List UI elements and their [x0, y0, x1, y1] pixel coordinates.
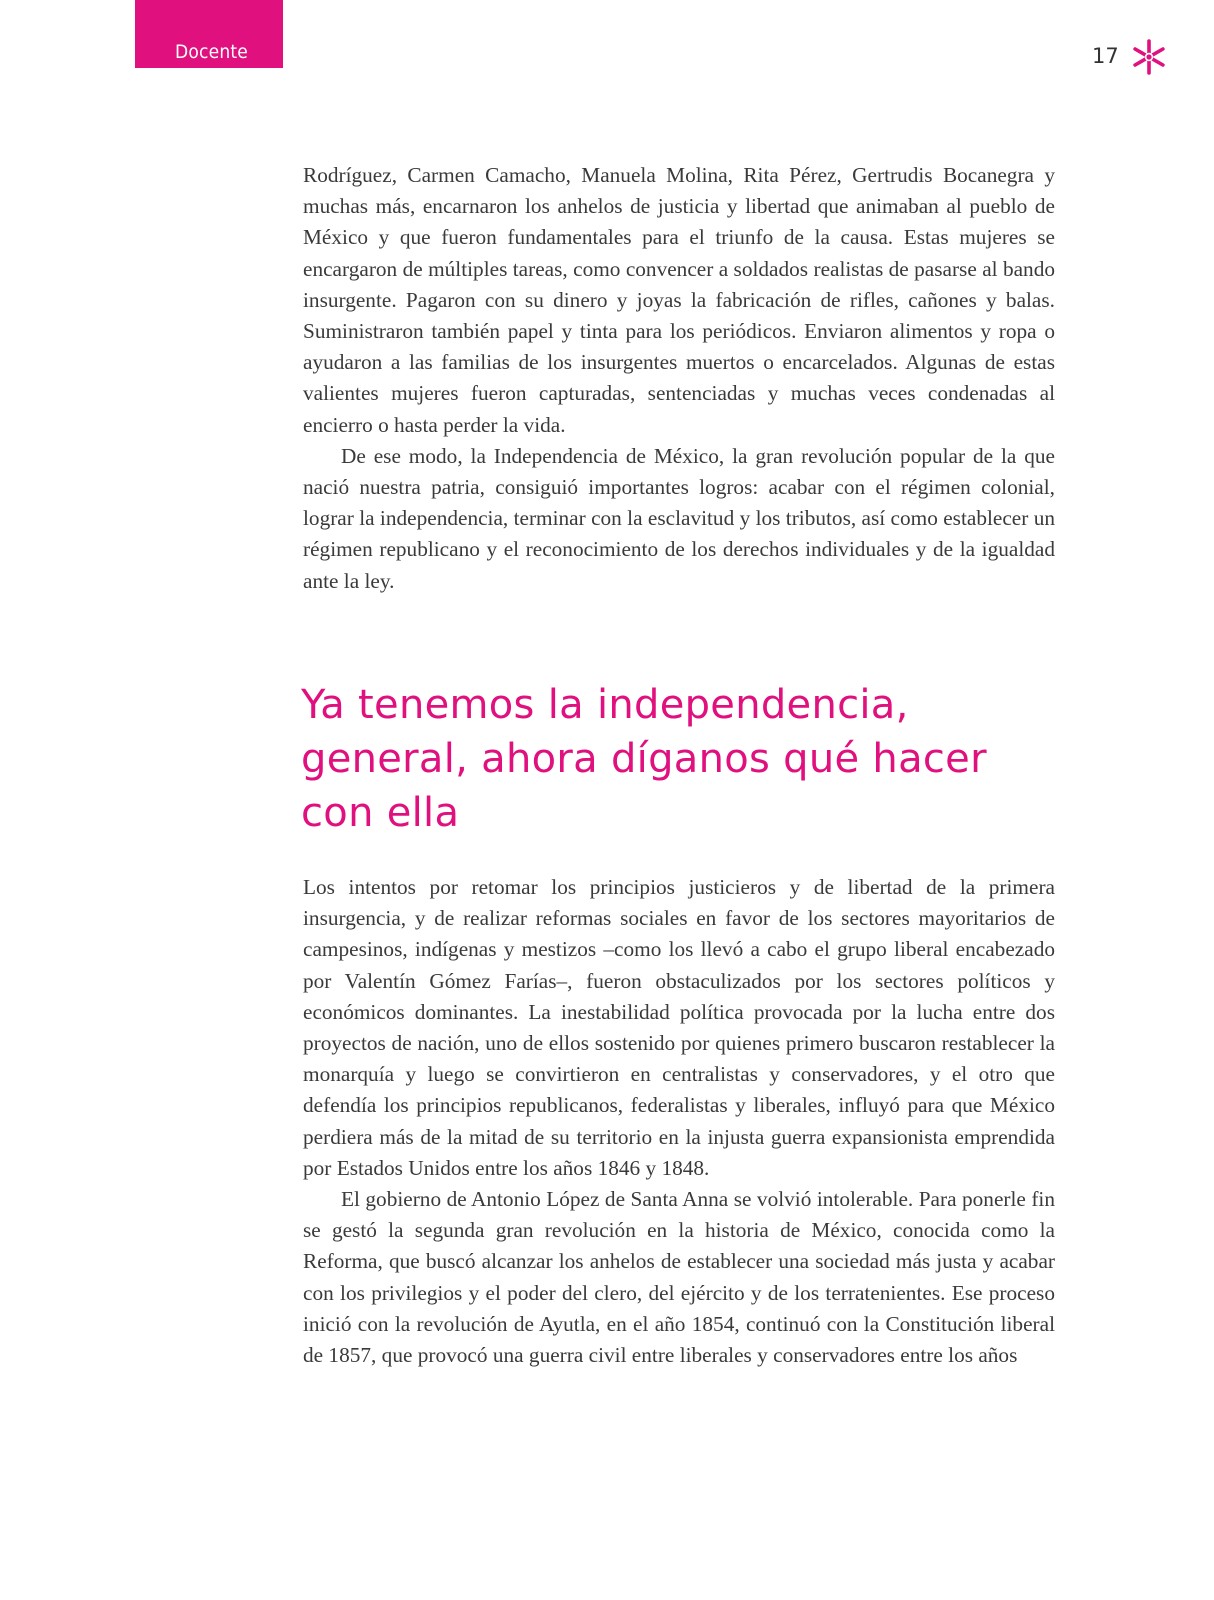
- body-paragraph: De ese modo, la Independencia de México, la gran revolución popular de la que nació nuestra patria, consiguió importantes logros: acabar con el régimen colonial, lograr la independencia, terminar con la esclavitud y los tributos, así como establecer un régimen republicano y el reconocimiento de los derechos individuales y de la igualdad ante la ley.: [303, 443, 1055, 593]
- body-paragraph: El gobierno de Antonio López de Santa Anna se volvió intolerable. Para ponerle fin se gestó la segunda gran revolución en la historia de México, conocida como la Reforma, que buscó alcanzar los anhelos de establecer una sociedad más justa y acabar con los privilegios y el poder del clero, del ejército y de los terratenientes. Ese proceso inició con la revolución de Ayutla, en el año 1854, continuó con la Constitución liberal de 1857, que provocó una guerra civil entre liberales y conservadores entre los años: [303, 1187, 1055, 1368]
- asterisk-icon: [1130, 38, 1168, 76]
- body-paragraph: Rodríguez, Carmen Camacho, Manuela Molina, Rita Pérez, Gertrudis Bocanegra y muchas más, encarnaron los anhelos de justicia y libertad que animaban al pueblo de México y que fueron fundamentales para el triunfo de la causa. Estas mujeres se encargaron de múltiples tareas, como convencer a soldados realistas de pasarse al bando insurgente. Pagaron con su dinero y joyas la fabricación de rifles, cañones y balas. Suministraron también papel y tinta para los periódicos. Enviaron alimentos y ropa o ayudaron a las familias de los insurgentes muertos o encarcelados. Algunas de estas valientes mujeres fueron capturadas, sentenciadas y muchas veces condenadas al encierro o hasta perder la vida.: [303, 163, 1055, 437]
- body-paragraph: Los intentos por retomar los principios justicieros y de libertad de la primera insurgencia, y de realizar reformas sociales en favor de los sectores mayoritarios de campesinos, indígenas y mestizos –como los llevó a cabo el grupo liberal encabezado por Valentín Gómez Farías–, fueron obstaculizados por los sectores políticos y económicos dominantes. La inestabilidad política provocada por la lucha entre dos proyectos de nación, uno de ellos sostenido por quienes primero buscaron restablecer la monarquía y luego se convirtieron en centralistas y conservadores, y el otro que defendía los principios republicanos, federalistas y liberales, influyó para que México perdiera más de la mitad de su territorio en la injusta guerra expansionista emprendida por Estados Unidos entre los años 1846 y 1848.: [303, 875, 1055, 1180]
- section-heading: Ya tenemos la independencia, general, ahora díganos qué hacer con ella: [301, 682, 987, 836]
- section-tab-label: Docente: [175, 41, 248, 63]
- intro-text-block: [303, 160, 1055, 597]
- page-number: 17: [1092, 44, 1119, 68]
- section-text-block: [303, 872, 1055, 1371]
- section-tab: [135, 0, 283, 68]
